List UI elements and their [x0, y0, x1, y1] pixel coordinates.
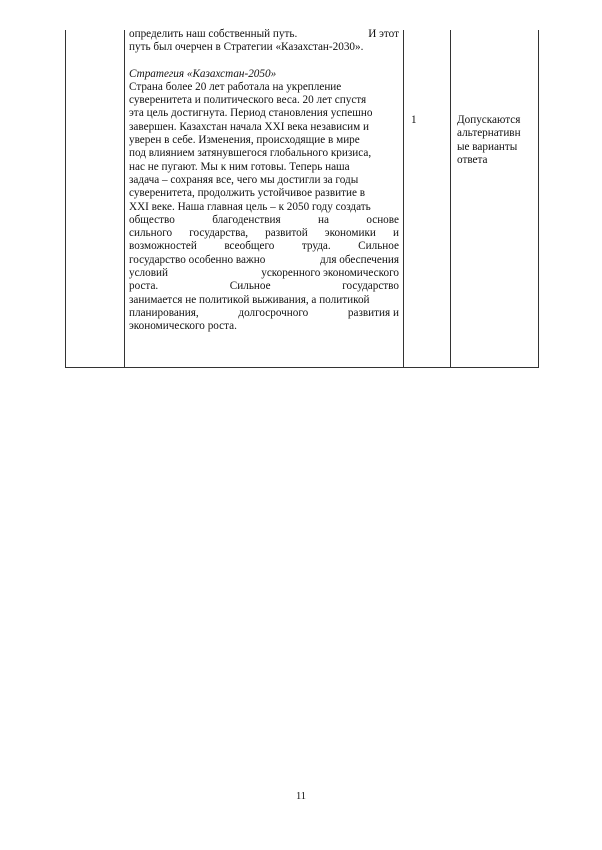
body-line-fragment: развитой: [265, 227, 308, 240]
body-line-fragment: и: [392, 227, 399, 240]
table-column-divider-3: [450, 30, 451, 367]
note-cell: [457, 114, 539, 167]
body-line-fragment: Сильное: [358, 240, 399, 253]
body-line: уверен в себе. Изменения, происходящие в мире: [129, 134, 360, 147]
body-line-fragment: долгосрочного: [238, 306, 309, 319]
body-line-fragment: государство: [342, 280, 399, 293]
body-line-fragment: благоденствия: [212, 213, 281, 226]
answer-intro-block: [129, 28, 399, 55]
note-line: альтернативн: [457, 127, 521, 140]
body-line: эта цель достигнута. Период становления успешно: [129, 107, 373, 120]
page-number: 11: [295, 791, 307, 802]
body-line: занимается не политикой выживания, а политикой: [129, 293, 370, 306]
table-border-right: [538, 30, 539, 367]
body-line-fragment: роста.: [129, 280, 159, 293]
body-line-fragment: возможностей: [129, 240, 197, 253]
body-line: [129, 307, 399, 320]
body-line: завершен. Казахстан начала XXI века независим и: [129, 120, 369, 133]
intro-line: [129, 28, 399, 41]
table-border-left: [65, 30, 66, 367]
body-line-fragment: труда.: [301, 240, 331, 253]
body-line: [129, 280, 399, 293]
score-cell: 1: [411, 114, 417, 126]
body-line-fragment: экономики: [324, 227, 376, 240]
body-line-fragment: для обеспечения: [320, 253, 399, 266]
paragraph-gap: [129, 55, 399, 68]
table-column-divider-1: [124, 30, 125, 367]
note-line: ответа: [457, 153, 488, 166]
body-line: [129, 227, 399, 240]
body-line: суверенитета, продолжить устойчивое развитие в: [129, 187, 366, 200]
body-line-fragment: развития и: [347, 306, 399, 319]
body-line: [129, 267, 399, 280]
answer-text-cell: [129, 28, 399, 334]
table-column-divider-2: [403, 30, 404, 367]
body-line-fragment: сильного: [129, 227, 173, 240]
body-line-fragment: планирования,: [129, 306, 199, 319]
body-line: нас не пугают. Мы к ним готовы. Теперь наша: [129, 160, 350, 173]
body-line: под влиянием затянувшегося глобального кризиса,: [129, 147, 372, 160]
body-line-fragment: государства,: [189, 227, 249, 240]
note-line: ые варианты: [457, 140, 518, 153]
answer-body-block: [129, 81, 399, 334]
body-line: [129, 240, 399, 253]
intro-line: путь был очерчен в Стратегии «Казахстан-2030».: [129, 41, 364, 54]
body-line: задача – сохраняя все, чего мы достигли за годы: [129, 173, 359, 186]
body-line: [129, 214, 399, 227]
body-line-fragment: государство особенно важно: [129, 253, 266, 266]
body-line-fragment: ускоренного экономического: [261, 267, 399, 280]
body-line: суверенитета и политического веса. 20 лет спустя: [129, 94, 367, 107]
intro-line-fragment: определить наш собственный путь.: [129, 28, 298, 40]
body-line-fragment: на: [318, 213, 329, 226]
section-title: Стратегия «Казахстан-2050»: [129, 67, 277, 80]
body-line-fragment: Сильное: [229, 280, 271, 293]
body-line: XXI веке. Наша главная цель – к 2050 году создать: [129, 200, 371, 213]
body-line: [129, 254, 399, 267]
body-line-fragment: условий: [129, 267, 168, 280]
body-line: Страна более 20 лет работала на укрепление: [129, 80, 342, 93]
body-line: экономического роста.: [129, 320, 237, 333]
note-line: Допускаются: [457, 114, 521, 126]
body-line-fragment: основе: [366, 213, 399, 226]
body-line-fragment: всеобщего: [224, 240, 275, 253]
intro-line-fragment: И этот: [368, 28, 399, 40]
body-line-fragment: общество: [129, 213, 175, 226]
